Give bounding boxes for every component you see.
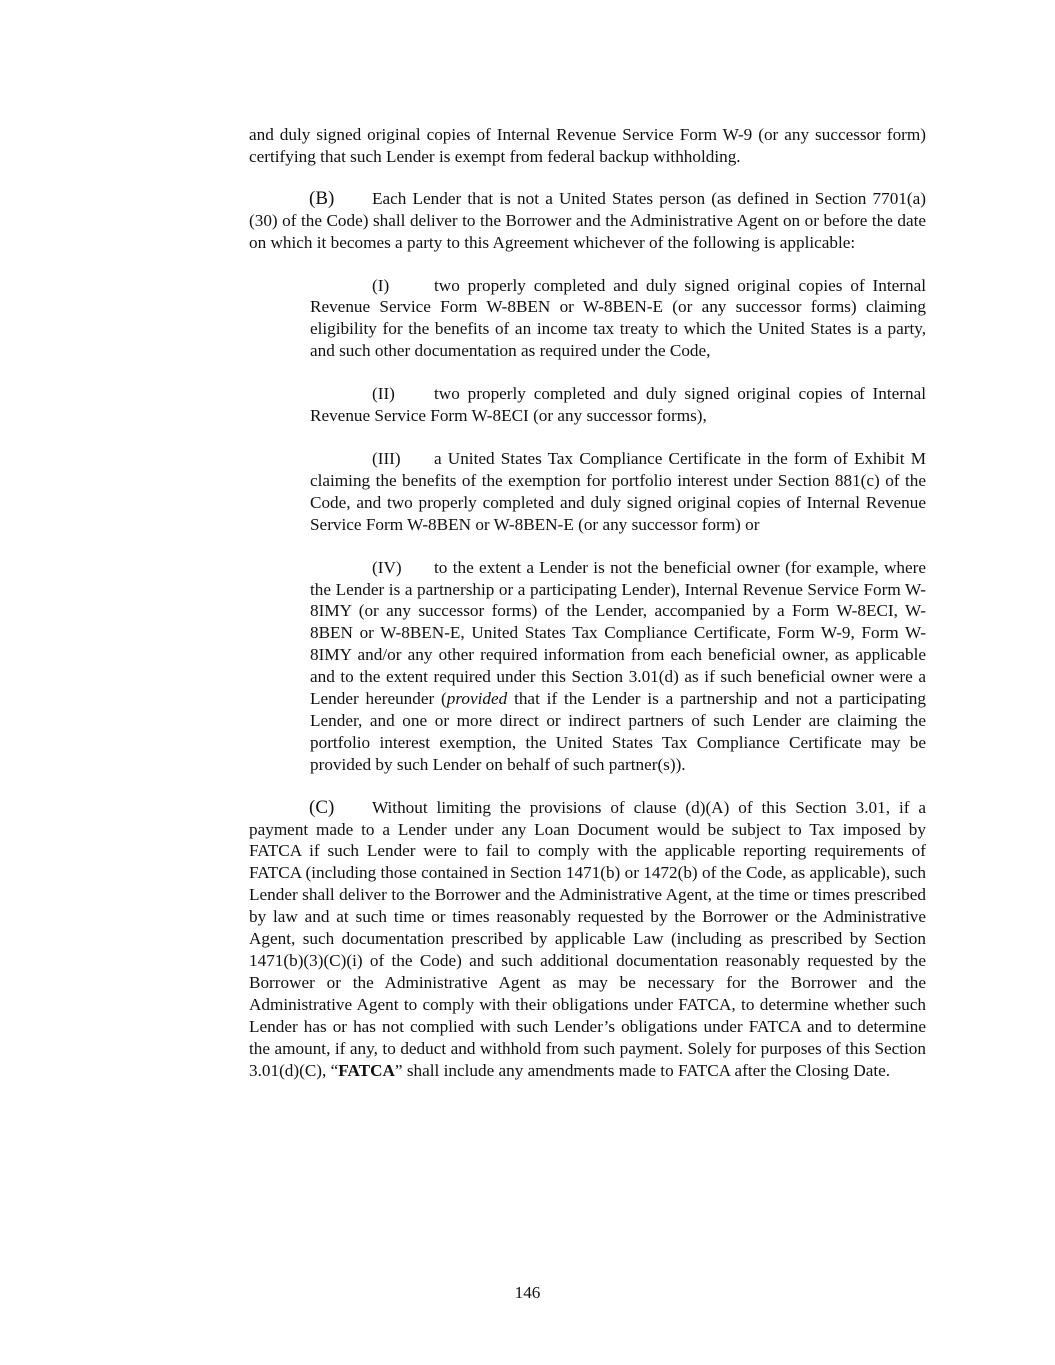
subclause-b1-label: (I): [372, 275, 390, 295]
clause-c-paragraph: [249, 797, 926, 1082]
clause-c-text-before: Without limiting the provisions of clause (d)(A) of this Section 3.01, if a payment made to a Lender under any Loan Document would be subject to Tax imposed by FATCA if such Lender were to fail to comply with the applicable reporting requirements of FATCA (including those contained in Section 1471(b) or 1472(b) of the Code, as applicable), such Lender shall deliver to the Borrower and the Administrative Agent, at the time or times prescribed by law and at such time or times reasonably requested by the Borrower or the Administrative Agent, such documentation prescribed by applicable Law (including as prescribed by Section 1471(b)(3)(C)(i) of the Code) and such additional documentation reasonably requested by the Borrower or the Administrative Agent as may be necessary for the Borrower and the Administrative Agent to comply with their obligations under FATCA, to determine whether such Lender has or has not complied with such Lender’s obligations under FATCA and to determine the amount, if any, to deduct and withhold from such payment. Solely for purposes of this Section 3.01(d)(C), “: [249, 797, 926, 1080]
provided-emphasis: provided: [446, 689, 508, 709]
clause-b-text: Each Lender that is not a United States person (as defined in Section 7701(a)(30) of the Code) shall deliver to the Borrower and the Administrative Agent on or before the date on which it becomes a party to this Agreement whichever of the following is applicable:: [249, 188, 926, 252]
clause-c-text-after: ” shall include any amendments made to FATCA after the Closing Date.: [394, 1060, 891, 1080]
subclause-b1-paragraph: [310, 275, 926, 363]
intro-paragraph: and duly signed original copies of Internal Revenue Service Form W-9 (or any successor form) certifying that such Lender is exempt from federal backup withholding.: [249, 125, 926, 166]
subclause-b4-text-after: that if the Lender is a partnership and not a participating Lender, and one or more direct or indirect partners of such Lender are claiming the portfolio interest exemption, the United States Tax Compliance Certificate may be provided by such Lender on behalf of such partner(s)).: [310, 689, 926, 774]
subclause-b3-text: a United States Tax Compliance Certificate in the form of Exhibit M claiming the benefits of the exemption for portfolio interest under Section 881(c) of the Code, and two properly completed and duly signed original copies of Internal Revenue Service Form W-8BEN or W-8BEN-E (or any successor form) or: [310, 448, 926, 534]
clause-c-label: (C): [309, 796, 335, 818]
subclause-b2-text: two properly completed and duly signed original copies of Internal Revenue Service Form W-8ECI (or any successor forms),: [310, 384, 926, 426]
subclause-b3-paragraph: [310, 448, 926, 536]
subclause-b4-label: (IV): [372, 557, 402, 577]
fatca-defined-term: FATCA: [338, 1060, 395, 1080]
subclause-b2-paragraph: [310, 383, 926, 427]
document-body: [249, 124, 926, 1081]
clause-b-label: (B): [309, 187, 335, 209]
subclause-b4-paragraph: [310, 557, 926, 776]
subclause-b3-label: (III): [372, 448, 401, 468]
clause-b-paragraph: [249, 188, 926, 254]
subclause-b4-text-before: to the extent a Lender is not the beneficial owner (for example, where the Lender is a partnership or a participating Lender), Internal Revenue Service Form W-8IMY (or any successor forms) of the Lender, accompanied by a Form W-8ECI, W-8BEN or W-8BEN-E, United States Tax Compliance Certificate, Form W-9, Form W-8IMY and/or any other required information from each beneficial owner, as applicable and to the extent required under this Section 3.01(d) as if such beneficial owner were a Lender hereunder (: [310, 557, 926, 709]
page-number: 146: [514, 1283, 541, 1302]
subclause-b1-text: two properly completed and duly signed original copies of Internal Revenue Service Form W-8BEN or W-8BEN-E (or any successor forms) claiming eligibility for the benefits of an income tax treaty to which the United States is a party, and such other documentation as required under the Code,: [310, 275, 926, 361]
subclause-b2-label: (II): [372, 384, 395, 404]
